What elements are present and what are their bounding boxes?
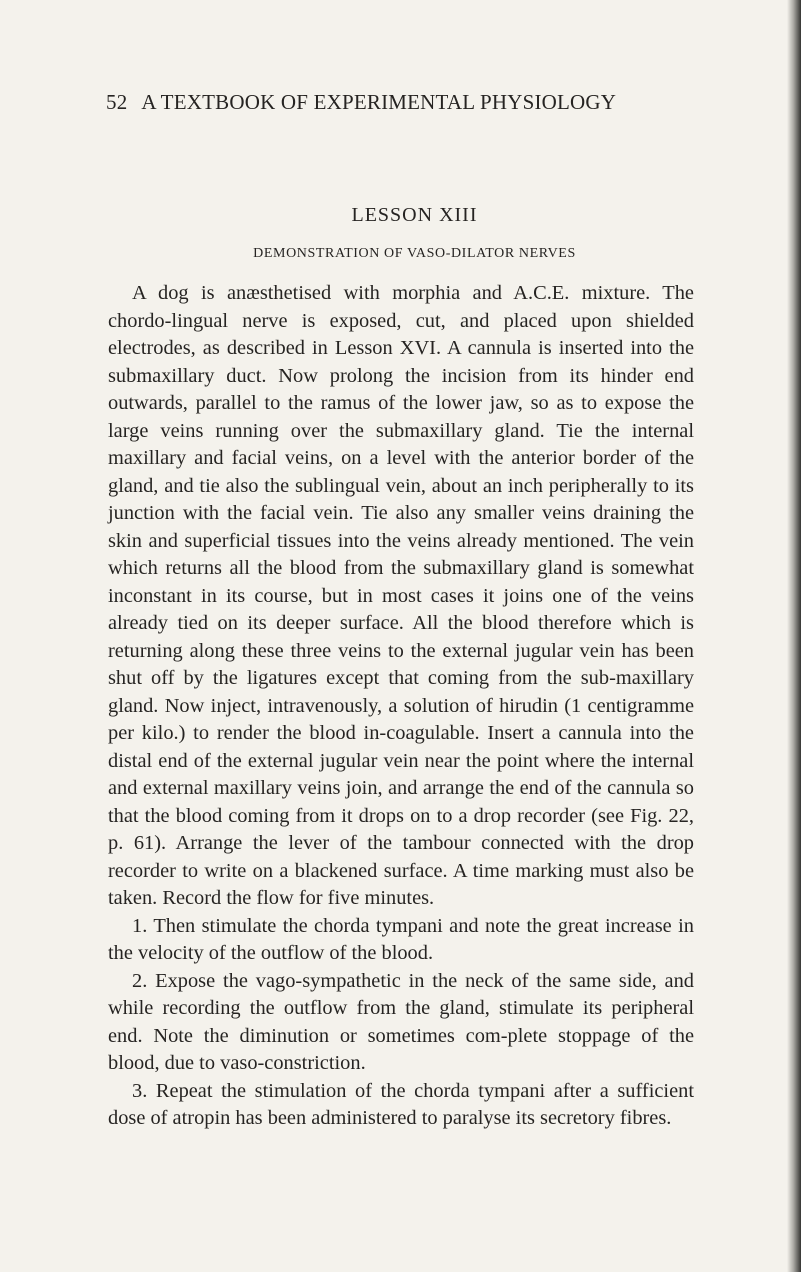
paragraph-step-3: 3. Repeat the stimulation of the chorda tympani after a sufficient dose of atropin has been administered to paralyse its secretory fibres. xyxy=(108,1079,694,1129)
lesson-body xyxy=(108,280,694,1133)
page-edge-shadow xyxy=(787,0,801,1272)
paragraph-step-2: 2. Expose the vago-sympathetic in the neck of the same side, and while recording the outflow from the gland, stimulate its peripheral end. Note the diminution or sometimes com-plete stoppage of the blood, due to vaso-constriction. xyxy=(108,969,694,1074)
paragraph-step-1: 1. Then stimulate the chorda tympani and note the great increase in the velocity of the outflow of the blood. xyxy=(108,914,694,964)
page-number: 52 xyxy=(106,90,128,114)
paragraph-intro: A dog is anæsthetised with morphia and A.C.E. mixture. The chordo-lingual nerve is exposed, cut, and placed upon shielded electrodes, as described in Lesson XVI. A cannula is inserted into the submaxillary duct. Now prolong the incision from its hinder end outwards, parallel to the ramus of the lower jaw, so as to expose the large veins running over the submaxillary gland. Tie the internal maxillary and facial veins, on a level with the anterior border of the gland, and tie also the sublingual vein, about an inch peripherally to its junction with the facial vein. Tie also any smaller veins draining the skin and superficial tissues into the veins already mentioned. The vein which returns all the blood from the submaxillary gland is somewhat inconstant in its course, but in most cases it joins one of the veins already tied on its deeper surface. All the blood therefore which is returning along these three veins to the external jugular vein has been shut off by the ligatures except that coming from the sub-maxillary gland. Now inject, intravenously, a solution of hirudin (1 centigramme per kilo.) to render the blood in-coagulable. Insert a cannula into the distal end of the external jugular vein near the point where the internal and external maxillary veins join, and arrange the end of the cannula so that the blood coming from it drops on to a drop recorder (see Fig. 22, p. 61). Arrange the lever of the tambour connected with the drop recorder to write on a blackened surface. A time marking must also be taken. Record the flow for five minutes. xyxy=(108,282,694,909)
book-title: A TEXTBOOK OF EXPERIMENTAL PHYSIOLOGY xyxy=(141,90,617,114)
running-head xyxy=(106,90,686,115)
lesson-subtitle: DEMONSTRATION OF VASO-DILATOR NERVES xyxy=(253,246,576,261)
lesson-title: LESSON XIII xyxy=(351,204,478,226)
